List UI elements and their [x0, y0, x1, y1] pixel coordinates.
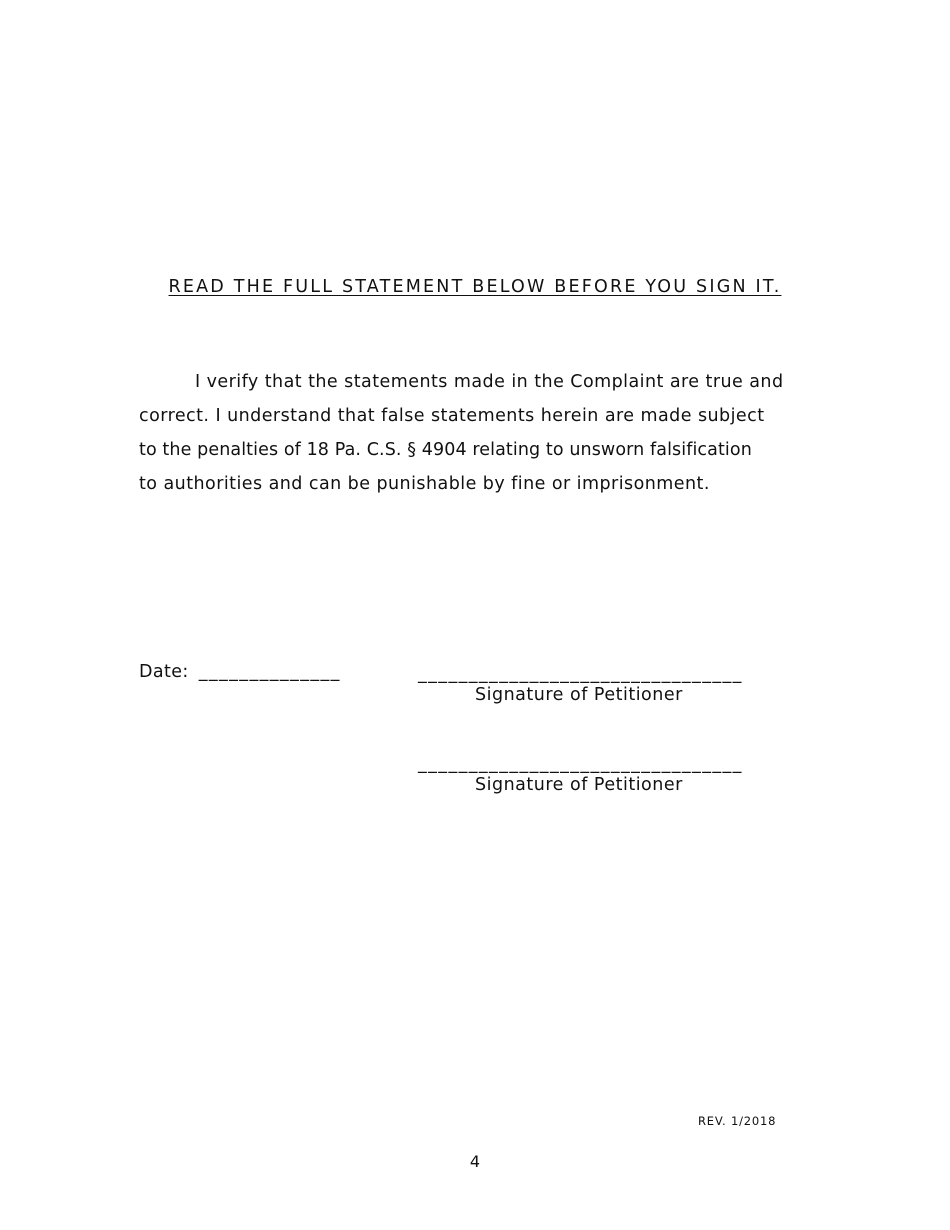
statement-line-2: correct. I understand that false statements herein are made subject	[139, 406, 765, 426]
signature-block-2[interactable]	[418, 754, 798, 796]
signature-block-1[interactable]	[418, 664, 798, 706]
verification-statement	[139, 365, 809, 501]
date-blank-line[interactable]: ______________	[198, 662, 341, 682]
statement-line-1: I verify that the statements made in the Complaint are true and	[195, 372, 784, 392]
date-label: Date:	[139, 662, 189, 682]
signature-label-2: Signature of Petitioner	[475, 775, 683, 795]
page-number: 4	[469, 1152, 481, 1171]
statement-line-3: to the penalties of 18 Pa. C.S. § 4904 relating to unsworn falsification	[139, 440, 752, 460]
signature-line-2[interactable]: ________________________________	[418, 754, 743, 774]
statement-line-4: to authorities and can be punishable by fine or imprisonment.	[139, 474, 710, 494]
signature-label-1: Signature of Petitioner	[475, 685, 683, 705]
statement-heading: READ THE FULL STATEMENT BELOW BEFORE YOU SIGN IT.	[168, 277, 782, 297]
revision-note: REV. 1/2018	[698, 1114, 777, 1128]
signature-line-1[interactable]: ________________________________	[418, 664, 743, 684]
date-field[interactable]	[139, 662, 341, 682]
